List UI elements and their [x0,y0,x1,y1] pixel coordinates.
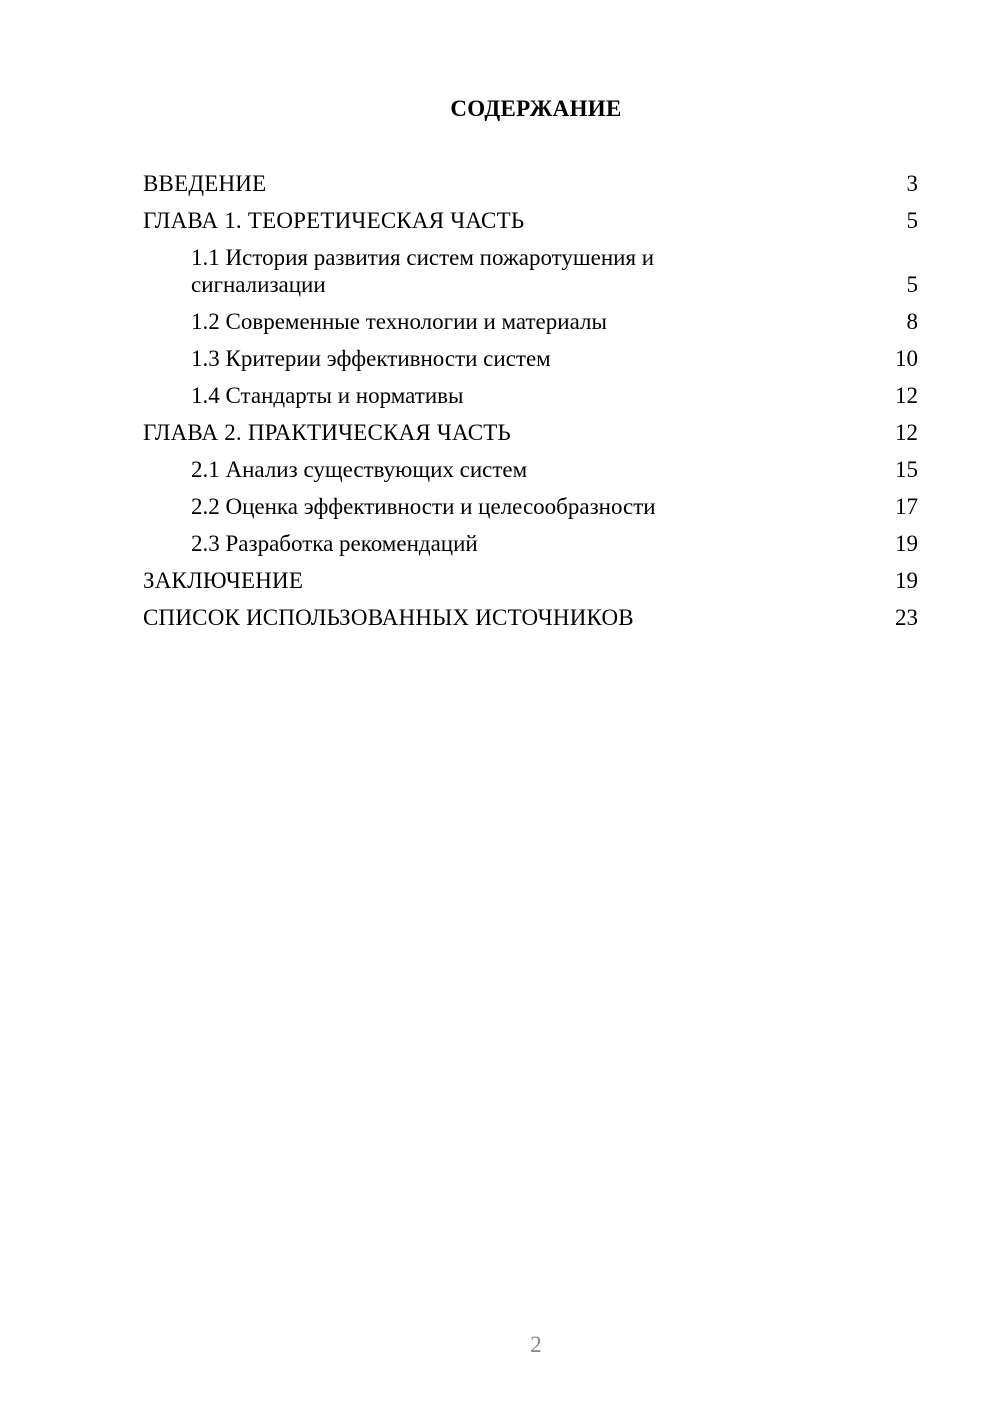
toc-page-number: 5 [906,208,918,233]
toc-entry-section-2-3[interactable] [143,530,918,557]
toc-entry-text: 1.3 Критерии эффективности систем [191,346,551,371]
page-title: СОДЕРЖАНИЕ [450,96,622,121]
toc-entry-text: 2.1 Анализ существующих систем [191,457,528,482]
toc-page-number: 5 [906,272,918,297]
toc-page-number: 8 [906,309,918,334]
toc-entry-text: ГЛАВА 2. ПРАКТИЧЕСКАЯ ЧАСТЬ [143,420,511,445]
toc-page-number: 12 [895,383,918,408]
toc-page-number: 15 [895,457,918,482]
toc-entry-section-1-3[interactable] [143,345,918,372]
toc-entry-text: 2.2 Оценка эффективности и целесообразности [191,494,656,519]
toc-page-number: 19 [895,568,918,593]
toc-entry-text: 1.1 История развития систем пожаротушения и сигнализации [191,245,655,297]
toc-page-number: 3 [906,171,918,196]
toc-entry-chapter-2[interactable] [143,419,918,446]
toc-entry-section-2-2[interactable] [143,493,918,520]
toc-entry-references[interactable] [143,604,918,631]
toc-entry-section-1-2[interactable] [143,308,918,335]
toc-entry-text: ВВЕДЕНИЕ [143,171,267,196]
toc-entry-text: ЗАКЛЮЧЕНИЕ [143,568,304,593]
toc-entry-conclusion[interactable] [143,567,918,594]
toc-entry-section-2-1[interactable] [143,456,918,483]
toc-entry-text: ГЛАВА 1. ТЕОРЕТИЧЕСКАЯ ЧАСТЬ [143,208,525,233]
toc-entry-section-1-1[interactable] [143,244,918,298]
toc-entry-chapter-1[interactable] [143,207,918,234]
toc-page-number: 12 [895,420,918,445]
toc-entry-section-1-4[interactable] [143,382,918,409]
toc-entry-text: СПИСОК ИСПОЛЬЗОВАННЫХ ИСТОЧНИКОВ [143,605,634,630]
toc-entry-introduction[interactable] [143,170,918,197]
toc-entry-text: 1.2 Современные технологии и материалы [191,309,607,334]
toc-page-number: 19 [895,531,918,556]
page-number: 2 [530,1332,542,1357]
toc-entry-text: 2.3 Разработка рекомендаций [191,531,478,556]
toc-page-number: 10 [895,346,918,371]
table-of-contents [143,170,918,641]
toc-entry-text: 1.4 Стандарты и нормативы [191,383,464,408]
toc-page-number: 17 [895,494,918,519]
toc-page-number: 23 [895,605,918,630]
